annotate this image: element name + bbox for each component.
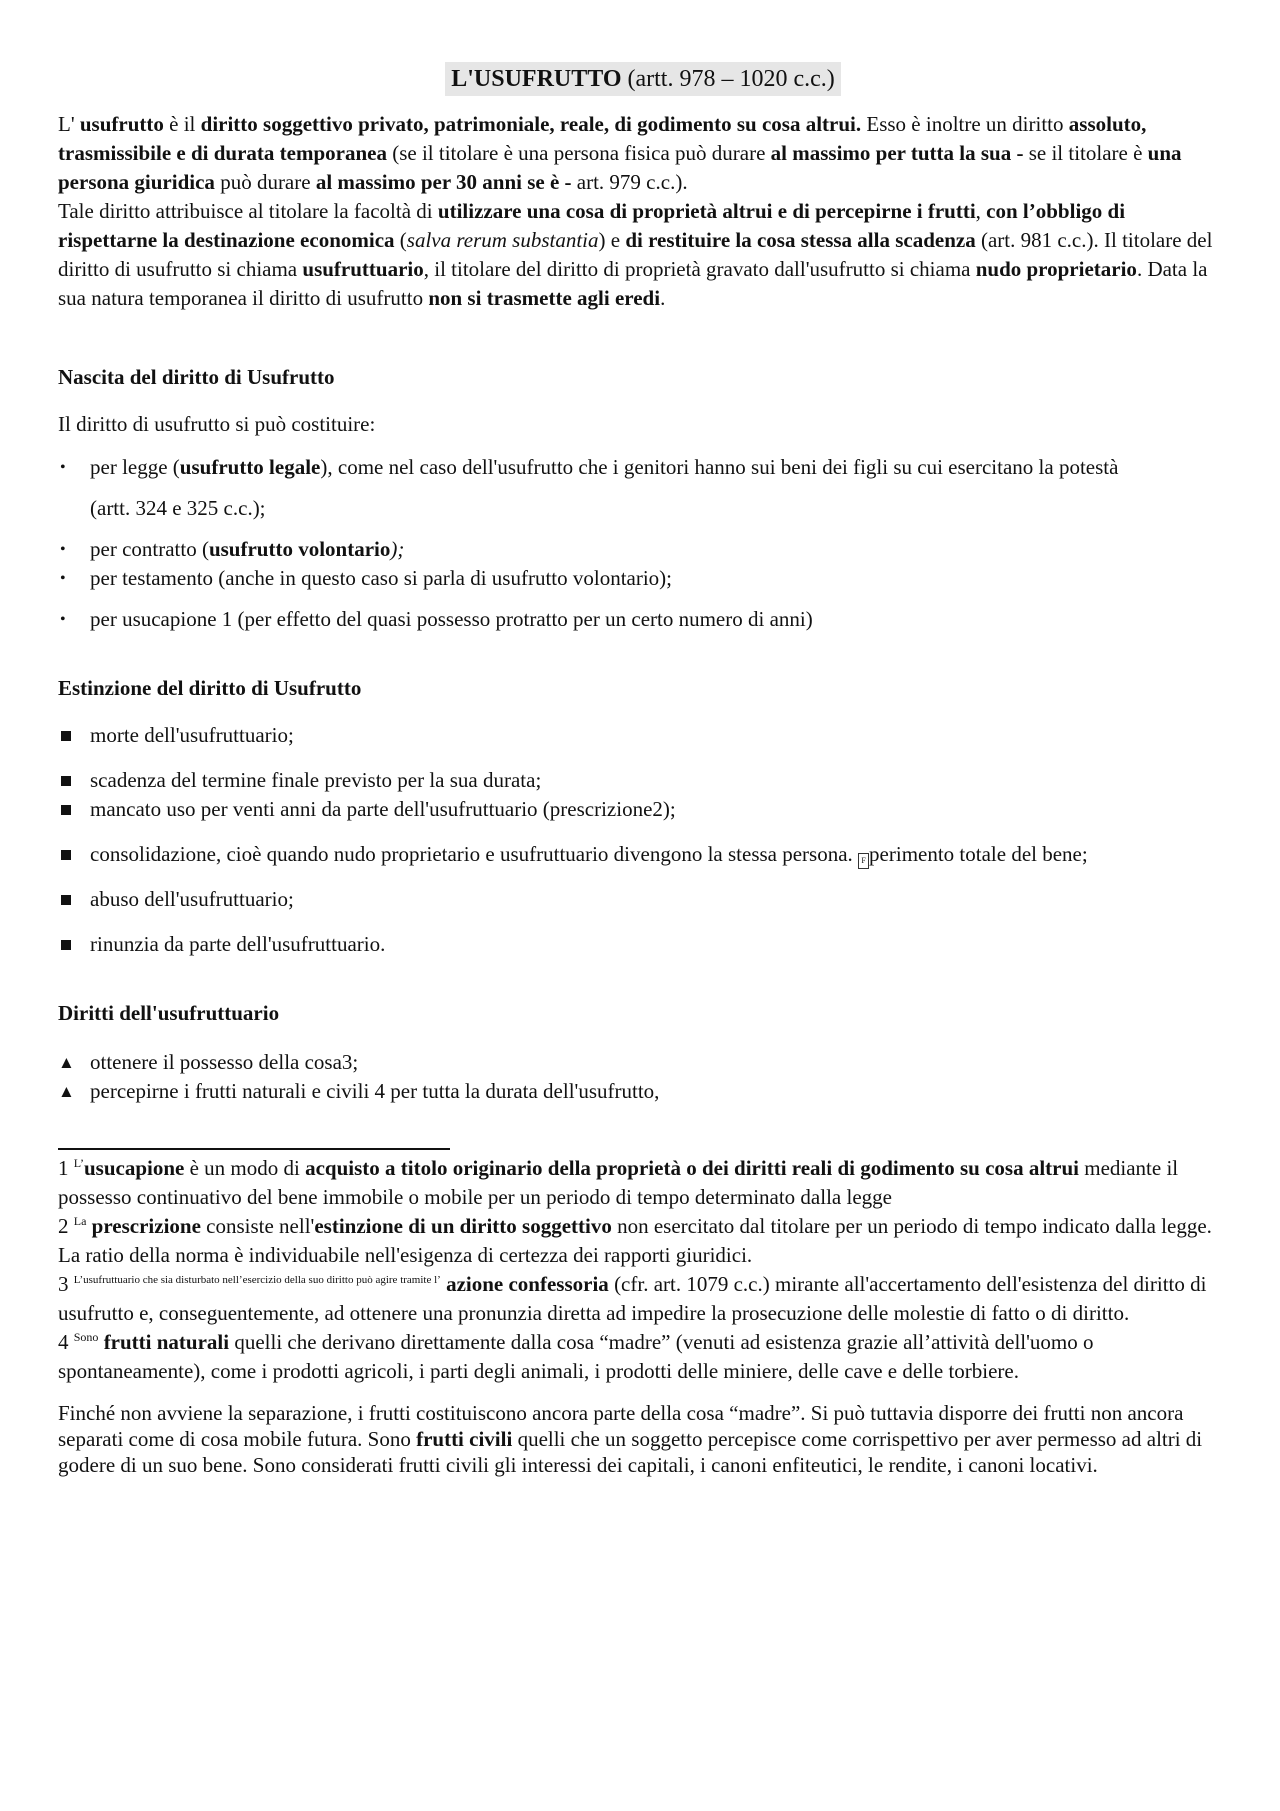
text: ), come nel caso dell'usufrutto che i genitori hanno sui beni dei figli su cui esercitano la potestà <box>320 455 1119 479</box>
text: (artt. 324 e 325 c.c.); <box>90 496 266 520</box>
list-item <box>58 453 1228 482</box>
text: Finché non avviene la separazione, i frutti costituiscono ancora parte della cosa “madre”. Si può tuttavia disporre dei frutti non ancora separati come di cosa mobile futura. Sono <box>58 1401 1184 1451</box>
square-bullet-icon <box>61 895 71 905</box>
text: (art. 981 c.c.). Il titolare del diritto di usufrutto si chiama <box>58 228 1213 281</box>
text: . Data la sua natura temporanea il diritto di usufrutto <box>58 257 1208 310</box>
text: per legge ( <box>90 455 180 479</box>
bold-text: usucapione <box>83 1156 185 1180</box>
footnote-4-continued <box>58 1400 1228 1478</box>
section-heading-diritti: Diritti dell'usufruttuario <box>58 1001 280 1025</box>
text: mancato uso per venti anni da parte dell'usufruttuario (prescrizione2); <box>90 797 676 821</box>
footnote-3 <box>58 1270 1228 1328</box>
page-title <box>445 62 841 96</box>
text: Tale diritto attribuisce al titolare la facoltà di <box>58 199 438 223</box>
footnote-4 <box>58 1328 1228 1386</box>
list-item <box>58 535 1228 564</box>
text: per contratto ( <box>90 537 209 561</box>
footnote-1 <box>58 1154 1228 1212</box>
bold-text: usufruttuario <box>302 257 424 281</box>
text: , il titolare del diritto di proprietà gravato dall'usufrutto si chiama <box>423 257 976 281</box>
text: L' <box>58 112 80 136</box>
text: (se il titolare è una persona fisica può durare <box>386 141 771 165</box>
footnote-sup: L’ <box>73 1156 84 1170</box>
text: Esso è inoltre un diritto <box>861 112 1069 136</box>
footnote-sup: La <box>73 1214 87 1228</box>
bullet-icon: • <box>60 611 66 628</box>
missing-glyph-icon: F <box>858 853 869 869</box>
bullet-icon: • <box>60 541 66 558</box>
bold-text: acquisto a titolo originario della proprietà o dei diritti reali di godimento su cosa altrui <box>305 1156 1079 1180</box>
bold-text: utilizzare una cosa di proprietà altrui e di percepirne i frutti <box>437 199 976 223</box>
bullet-icon: • <box>60 570 66 587</box>
triangle-bullet-icon: ▲ <box>58 1082 75 1101</box>
footnote-number: 3 <box>58 1272 69 1296</box>
text: . <box>660 286 666 310</box>
text: , <box>975 199 987 223</box>
title-main: L'USUFRUTTO <box>451 66 622 92</box>
section-heading-estinzione: Estinzione del diritto di Usufrutto <box>58 676 362 700</box>
bold-text: al massimo per tutta la sua - <box>770 141 1024 165</box>
bold-text: frutti civili <box>416 1427 513 1451</box>
text: morte dell'usufruttuario; <box>90 723 294 747</box>
footnote-separator <box>58 1148 450 1150</box>
text: art. 979 c.c.). <box>571 170 688 194</box>
bold-text: azione confessoria <box>446 1272 609 1296</box>
text: consolidazione, cioè quando nudo proprietario e usufruttuario divengono la stessa persona. <box>90 842 859 866</box>
square-bullet-icon <box>61 940 71 950</box>
triangle-bullet-icon: ▲ <box>58 1053 75 1072</box>
bold-text: usufrutto volontario <box>208 537 391 561</box>
bold-text: nudo proprietario <box>975 257 1137 281</box>
square-bullet-icon <box>61 776 71 786</box>
bold-text: con l’obbligo di rispettarne la destinazione economica <box>58 199 1126 252</box>
bold-text: usufrutto legale <box>179 455 321 479</box>
nascita-intro: Il diritto di usufrutto si può costituire: <box>58 412 376 436</box>
intro-paragraph <box>58 110 1228 197</box>
footnote-sup: L’usufruttuario che sia disturbato nell’esercizio della suo diritto può agire tramite l’ <box>73 1274 441 1286</box>
list-item <box>58 766 1228 795</box>
list-item-continuation <box>58 494 1228 523</box>
text: ( <box>394 228 407 252</box>
text: per testamento (anche in questo caso si parla di usufrutto volontario); <box>90 566 673 590</box>
list-item <box>58 1077 1228 1106</box>
text: (cfr. art. 1079 c.c.) mirante all'accertamento dell'esistenza del diritto di usufrutto e, conseguentemente, ad ottenere una pronunzia diretta ad impedire la prosecuzione delle molestie di fatto o di diritto. <box>58 1272 1207 1325</box>
text: consiste nell' <box>200 1214 315 1238</box>
text: ); <box>390 537 405 561</box>
text: è un modo di <box>184 1156 306 1180</box>
list-item <box>58 1048 1228 1077</box>
text: se il titolare è <box>1023 141 1148 165</box>
text: è il <box>163 112 201 136</box>
estinzione-list <box>58 721 1228 959</box>
bold-text: usufrutto <box>79 112 164 136</box>
text: ottenere il possesso della cosa3; <box>90 1050 359 1074</box>
footnote-2 <box>58 1212 1228 1270</box>
bold-text: prescrizione <box>91 1214 201 1238</box>
list-item <box>58 564 1228 593</box>
bullet-icon: • <box>60 459 66 476</box>
square-bullet-icon <box>61 850 71 860</box>
nascita-list <box>58 453 1228 634</box>
text: quelli che derivano direttamente dalla cosa “madre” (venuti ad esistenza grazie all’attività dell'uomo o spontaneamente), come i prodotti agricoli, i parti degli animali, i prodotti delle miniere, delle cave e delle torbiere. <box>58 1330 1094 1383</box>
text: per usucapione 1 (per effetto del quasi possesso protratto per un certo numero di anni) <box>90 607 813 631</box>
bold-text: diritto soggettivo privato, patrimoniale, reale, di godimento su cosa altrui. <box>200 112 862 136</box>
text: ) e <box>598 228 626 252</box>
text: scadenza del termine finale previsto per la sua durata; <box>90 768 542 792</box>
italic-text: salva rerum substantia <box>406 228 599 252</box>
bold-text: una persona giuridica <box>58 141 1182 194</box>
text: percepirne i frutti naturali e civili 4 per tutta la durata dell'usufrutto, <box>90 1079 660 1103</box>
bold-text: di restituire la cosa stessa alla scadenza <box>625 228 976 252</box>
list-item <box>58 795 1228 824</box>
list-item <box>58 840 1228 869</box>
list-item <box>58 930 1228 959</box>
bold-text: non si trasmette agli eredi <box>428 286 661 310</box>
definition-paragraph <box>58 197 1228 313</box>
text: rinunzia da parte dell'usufruttuario. <box>90 932 386 956</box>
text: mediante il possesso continuativo del bene immobile o mobile per un periodo di tempo determinato dalla legge <box>58 1156 1179 1209</box>
text: abuso dell'usufruttuario; <box>90 887 294 911</box>
footnote-sup: Sono <box>73 1330 99 1344</box>
text: quelli che un soggetto percepisce come corrispettivo per aver permesso ad altri di godere di un suo bene. Sono considerati frutti civili gli interessi dei capitali, i canoni enfiteutici, le rendite, i canoni locativi. <box>58 1427 1203 1477</box>
text: non esercitato dal titolare per un periodo di tempo indicato dalla legge. La ratio della norma è individuabile nell'esigenza di certezza dei rapporti giuridici. <box>58 1214 1212 1267</box>
list-item <box>58 885 1228 914</box>
footnote-number: 1 <box>58 1156 69 1180</box>
text: perimento totale del bene; <box>869 842 1088 866</box>
title-wrap <box>58 62 1228 96</box>
section-heading-nascita: Nascita del diritto di Usufrutto <box>58 365 335 389</box>
title-sub: (artt. 978 – 1020 c.c.) <box>621 66 835 92</box>
square-bullet-icon <box>61 731 71 741</box>
document-page <box>58 62 1228 1478</box>
bold-text: al massimo per 30 anni se è - <box>315 170 572 194</box>
diritti-list <box>58 1048 1228 1106</box>
bold-text: assoluto, trasmissibile e di durata temporanea <box>58 112 1147 165</box>
text: può durare <box>214 170 316 194</box>
footnote-number: 2 <box>58 1214 69 1238</box>
list-item <box>58 605 1228 634</box>
footnote-number: 4 <box>58 1330 69 1354</box>
bold-text: estinzione di un diritto soggettivo <box>314 1214 612 1238</box>
square-bullet-icon <box>61 805 71 815</box>
bold-text: frutti naturali <box>103 1330 230 1354</box>
list-item <box>58 721 1228 750</box>
